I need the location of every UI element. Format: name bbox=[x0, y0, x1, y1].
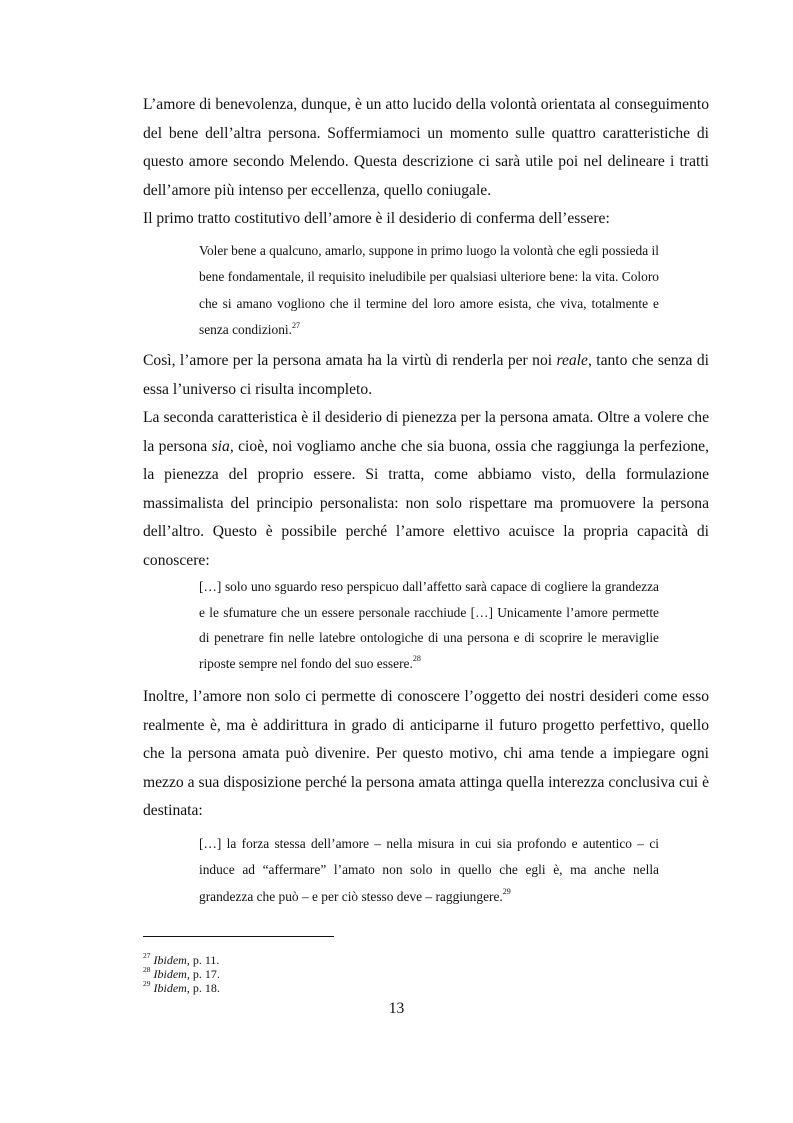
footnote-28: $^{28}$ Ibidem, p. 17. bbox=[143, 965, 220, 981]
footnote-ref-27[interactable]: 27 bbox=[291, 320, 300, 330]
paragraph-benevolence: L’amore di benevolenza, dunque, è un atto lucido della volontà orientata al conseguimento del bene dell’altra persona. Soffermiamoci un momento sulle quattro caratteristiche di questo amore secondo Melendo. Questa descrizione ci sarà utile poi nel delineare i tratti dell’amore più intenso per eccellenza, quello coniugale. bbox=[143, 96, 709, 199]
block-quote-3: […] la forza stessa dell’amore – nella misura in cui sia profondo e autentico – ci induce ad “affermare” l’amato non solo in quello che egli è, ma anche nella grandezza che può – e per ciò stesso deve – raggiungere.$^{29}$ bbox=[199, 836, 659, 904]
paragraph-moreover: Inoltre, l’amore non solo ci permette di conoscere l’oggetto dei nostri desideri come esso realmente è, ma è addirittura in grado di anticiparne il futuro progetto perfettivo, quello che la persona amata può divenire. Per questo motivo, chi ama tende a impiegare ogni mezzo a sua disposizione perché la persona amata attinga quella interezza conclusiva cui è destinata: bbox=[143, 688, 709, 819]
page-number: 13 bbox=[388, 1000, 405, 1017]
footnote-29: $^{29}$ Ibidem, p. 18. bbox=[143, 979, 220, 995]
footnote-27: $^{27}$ Ibidem, p. 11. bbox=[143, 951, 220, 967]
footnote-separator bbox=[143, 936, 334, 937]
paragraph-first-trait: Il primo tratto costitutivo dell’amore è il desiderio di conferma dell’essere: bbox=[143, 210, 610, 227]
block-quote-2: […] solo uno sguardo reso perspicuo dall’affetto sarà capace di cogliere la grandezza e le sfumature che un essere personale racchiude […] Unicamente l’amore permette di penetrare fin nelle latebre ontologiche di una persona e di scoprire le meraviglie riposte sempre nel fondo del suo essere.$^{28}$ bbox=[199, 579, 659, 671]
block-quote-1: Voler bene a qualcuno, amarlo, suppone in primo luogo la volontà che egli possieda il bene fondamentale, il requisito ineludibile per qualsiasi ulteriore bene: la vita. Coloro che si amano vogliono che il termine del loro amore esista, che viva, totalmente e senza condizioni.$^{27}$ bbox=[199, 243, 659, 338]
paragraph-reale: Così, l’amore per la persona amata ha la virtù di renderla per noi reale, tanto che senza di essa l’universo ci risulta incompleto. bbox=[143, 352, 709, 398]
footnote-ref-29[interactable]: 29 bbox=[502, 887, 511, 897]
footnote-ref-28[interactable]: 28 bbox=[412, 654, 421, 664]
paragraph-second-trait: La seconda caratteristica è il desiderio di pienezza per la persona amata. Oltre a volere che la persona sia, cioè, noi vogliamo anche che sia buona, ossia che raggiunga la perfezione, la pienezza del proprio essere. Si tratta, come abbiamo visto, della formulazione massimalista del principio personalista: non solo rispettare ma promuovere la persona dell’altro. Questo è possibile perché l’amore elettivo acuisce la propria capacità di conoscere: bbox=[143, 409, 709, 569]
